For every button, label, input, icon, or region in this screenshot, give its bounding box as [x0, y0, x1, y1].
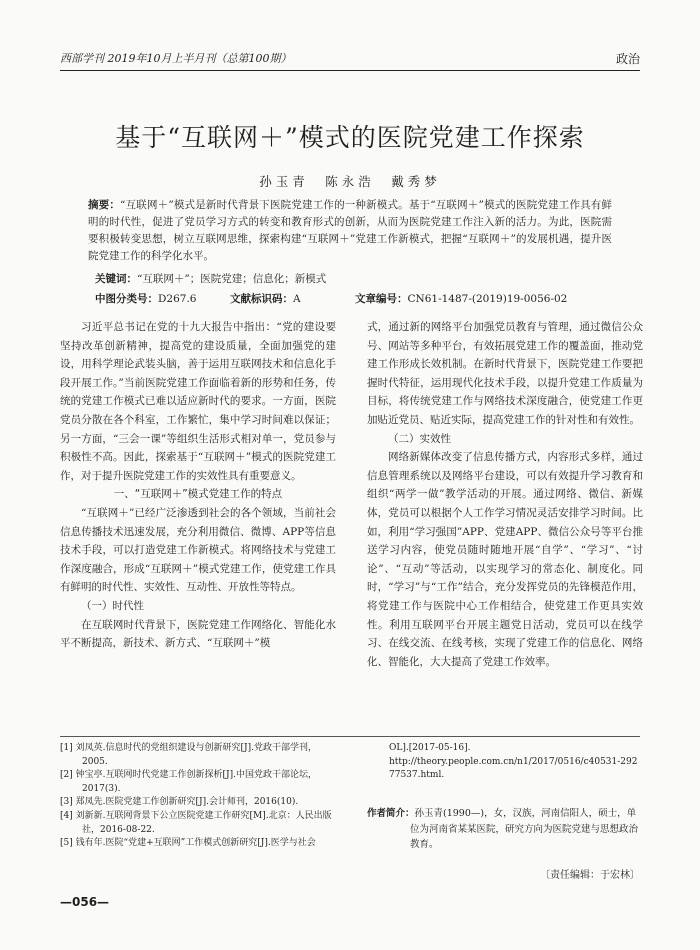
- clc-label: 中图分类号：: [95, 293, 158, 305]
- references-right: [367, 742, 643, 783]
- paragraph: “互联网＋”已经广泛渗透到社会的各个领域，当前社会信息传播技术迅速发展，充分利用微信、微博、APP等信息技术手段，可以打造党建工作新模式。将网络技术与党建工作深度融合，形成“互联网＋”模式党建工作，使党建工作具有鲜明的时代性、实效性、互动性、开放性等特点。: [60, 506, 336, 594]
- subsection-heading: （二）实效性: [388, 432, 451, 445]
- abstract-text: “互联网＋”模式是新时代背景下医院党建工作的一种新模式。基于“互联网＋”模式的医院党建工作具有鲜明的时代性，促进了党员学习方式的转变和教育形式的创新，从而为医院党建工作注入新的活力。为此，医院需要积极转变思想，树立互联网思维，探索构建“互联网＋”党建工作新模式，把握“互联网＋”的发展机遇，提升医院党建工作的科学化水平。: [88, 199, 612, 262]
- paragraph: 式，通过新的网络平台加强党员教育与管理，通过微信公众号、网站等多种平台，有效拓展党建工作的覆盖面，推动党建工作形成长效机制。在新时代背景下，医院党建工作要把握时代特征，运用现代化技术手段，以提升党建工作质量为目标，将传统党建工作与网络技术深度融合，使党建工作更加贴近党员、贴近实际，提高党建工作的针对性和有效性。: [367, 321, 643, 426]
- body-column-right: [367, 318, 643, 671]
- doc-code: [230, 291, 301, 306]
- abstract-label: 摘要：: [88, 199, 121, 211]
- doc-label: 文献标识码：: [230, 293, 293, 305]
- keywords-label: 关键词：: [95, 273, 137, 285]
- paragraph: 习近平总书记在党的十九大报告中指出：“党的建设要坚持改革创新精神，提高党的建设质量，全面加强党的建设，用科学理论武装头脑，善于运用互联网技术和信息化手段开展工作。”当前医院党建工作面临着新的形势和任务，传统的党建工作模式已难以适应新时代的要求。一方面，医院党员分散在各个科室，工作繁忙，集中学习时间难以保证；另一方面，“三会一课”等组织生活形式相对单一，党员参与积极性不高。因此，探索基于“互联网＋”模式的医院党建工作，对于提升医院党建工作的实效性具有重要意义。: [60, 321, 336, 482]
- journal-info: 西部学刊 2019年10月上半月刊（总第100期）: [60, 52, 292, 65]
- article-title: 基于“互联网＋”模式的医院党建工作探索: [115, 123, 585, 152]
- references-left: [60, 742, 336, 851]
- author-bio-label: 作者简介：: [367, 808, 415, 819]
- article-meta: [95, 291, 612, 307]
- reference-item: [3] 郑凤先.医院党建工作创新研究[J].会计师刊，2016(10).: [60, 797, 299, 808]
- reference-continuation: OL].[2017-05-16].: [389, 743, 471, 753]
- reference-item: [4] 刘新新.互联网背景下公立医院党建工作研究[M].北京：人民出版社，2016-08-22.: [60, 810, 332, 835]
- article-authors: 孙玉青 陈永浩 戴秀梦: [259, 174, 441, 189]
- paragraph: 在互联网时代背景下，医院党建工作网络化、智能化水平不断提高，新技术、新方式、“互联网＋”模: [60, 618, 336, 650]
- subsection-heading: （一）时代性: [81, 599, 144, 612]
- abstract: [88, 197, 612, 265]
- reference-item: [5] 钱有年.医院“党建+互联网”工作模式创新研究[J].医学与社会: [60, 838, 316, 849]
- author-bio-text: 孙玉青(1990—)，女，汉族，河南信阳人，硕士，单位为河南省某某医院，研究方向为医院党建与思想政治教育。: [410, 808, 639, 850]
- reference-url: http://theory.people.com.cn/n1/2017/0516/c40531-29277537.html.: [389, 756, 638, 781]
- doc-value: A: [293, 293, 301, 305]
- clc-value: D267.6: [158, 293, 197, 305]
- clc-number: [95, 291, 196, 306]
- header-rule: [60, 70, 640, 71]
- art-value: CN61-1487-(2019)19-0056-02: [407, 293, 568, 305]
- author-bio-body: [367, 806, 643, 853]
- article-number: [355, 291, 567, 306]
- reference-item: [1] 刘凤英.信息时代的党组织建设与创新研究[J].党政干部学刊，2005.: [60, 743, 317, 767]
- body-column-left: [60, 318, 336, 653]
- author-bio: [367, 806, 643, 853]
- paragraph: 网络新媒体改变了信息传播方式，内容形式多样，通过信息管理系统以及网络平台建设，可以有效提升学习教育和组织“两学一做”教学活动的开展。通过网络、微信、新媒体，党员可以根据个人工作学习情况灵活安排学习时间。比如，利用“学习强国”APP、党建APP、微信公众号等平台推送学习内容，使党员随时随地开展“自学”、“学习”、“讨论”、“互动”等活动，以实现学习的常态化、制度化。同时，“学习”与“工作”结合，充分发挥党员的先锋模范作用，将党建工作与医院中心工作相结合，使党建工作更具实效性。利用互联网平台开展主题党日活动，党员可以在线学习、在线交流、在线考核，实现了党建工作的信息化、网络化、智能化，大大提高了党建工作效率。: [367, 451, 643, 668]
- page-number: —056—: [60, 895, 110, 909]
- art-label: 文章编号：: [355, 293, 408, 305]
- section-heading: 一、“互联网＋”模式党建工作的特点: [113, 488, 283, 501]
- section-label: 政治: [615, 52, 640, 66]
- references-rule: [60, 736, 640, 737]
- keywords-text: “互联网＋”；医院党建；信息化；新模式: [137, 273, 327, 285]
- responsible-editor: 〔责任编辑：于宏林〕: [540, 870, 640, 881]
- keywords: [95, 271, 612, 286]
- reference-item: [2] 钟宝亭.互联网时代党建工作创新探析[J].中国党政干部论坛，2017(3).: [60, 770, 317, 794]
- running-header: [60, 50, 640, 68]
